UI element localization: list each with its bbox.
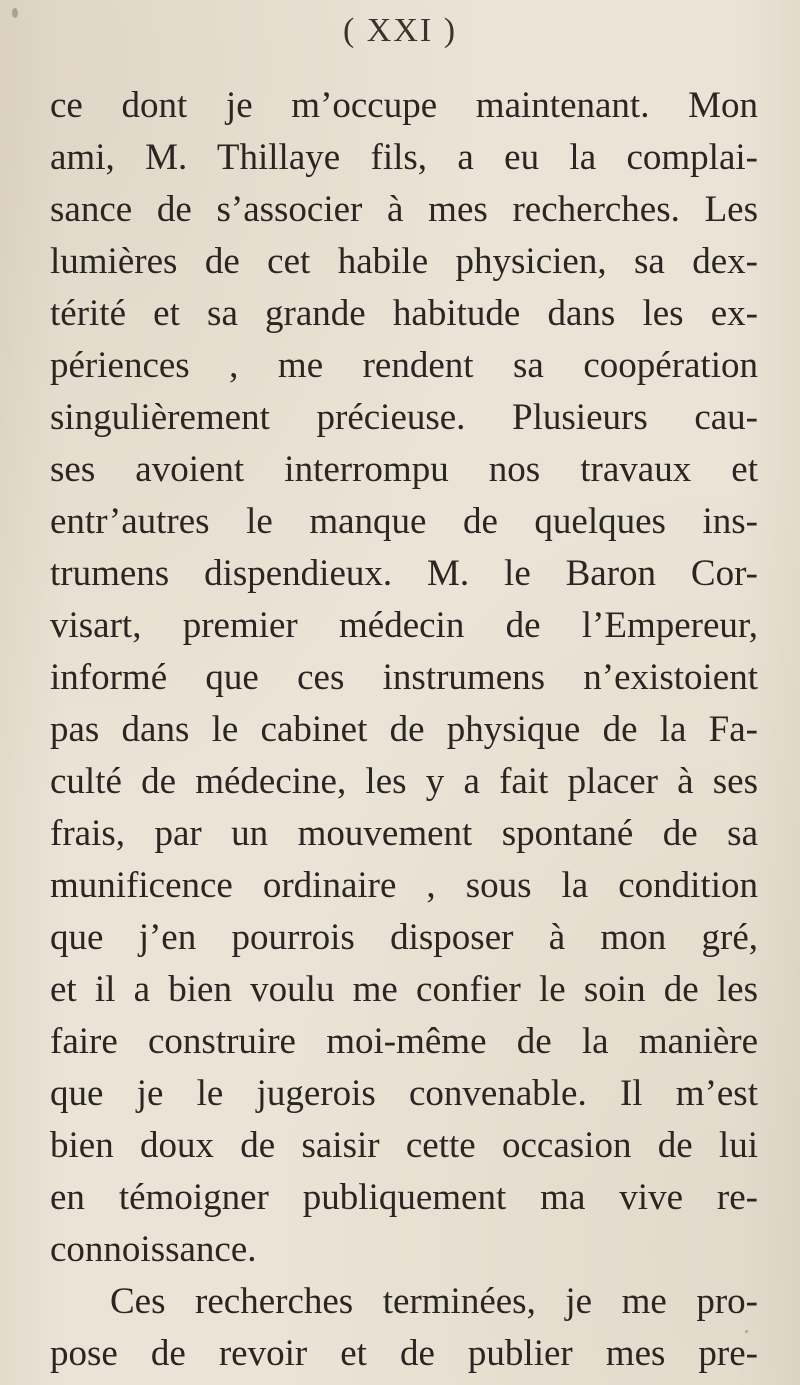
text-line: ce dont je m’occupe maintenant. Mon xyxy=(50,85,758,126)
text-line: frais, par un mouvement spontané de sa xyxy=(50,813,758,854)
text-line: ami, M. Thillaye fils, a eu la complai- xyxy=(50,137,758,178)
paper-speck xyxy=(610,1360,612,1362)
text-line: visart, premier médecin de l’Empereur, xyxy=(50,605,758,646)
text-line: Ces recherches terminées, je me pro- xyxy=(110,1281,758,1322)
text-line: trumens dispendieux. M. le Baron Cor- xyxy=(50,553,758,594)
text-line: en témoigner publiquement ma vive re- xyxy=(50,1177,758,1218)
text-line: et il a bien voulu me confier le soin de les xyxy=(50,969,758,1010)
text-line: munificence ordinaire , sous la condition xyxy=(50,865,758,906)
text-line: pose de revoir et de publier mes pre- xyxy=(50,1333,758,1374)
text-line: bien doux de saisir cette occasion de lui xyxy=(50,1125,758,1166)
text-line: que j’en pourrois disposer à mon gré, xyxy=(50,917,758,958)
text-line: sance de s’associer à mes recherches. Les xyxy=(50,189,758,230)
paper-speck xyxy=(745,1330,748,1333)
paper-speck xyxy=(12,8,18,18)
text-line: ses avoient interrompu nos travaux et xyxy=(50,449,758,490)
text-line: singulièrement précieuse. Plusieurs cau- xyxy=(50,397,758,438)
text-line: périences , me rendent sa coopération xyxy=(50,345,758,386)
text-line: térité et sa grande habitude dans les ex- xyxy=(50,293,758,334)
text-line: faire construire moi-même de la manière xyxy=(50,1021,758,1062)
text-line: informé que ces instrumens n’existoient xyxy=(50,657,758,698)
text-line: lumières de cet habile physicien, sa dex- xyxy=(50,241,758,282)
text-line: pas dans le cabinet de physique de la Fa- xyxy=(50,709,758,750)
page-number: ( XXI ) xyxy=(342,12,458,49)
text-line: culté de médecine, les y a fait placer à ses xyxy=(50,761,758,802)
text-line: connoissance. xyxy=(50,1229,257,1270)
text-line: que je le jugerois convenable. Il m’est xyxy=(50,1073,758,1114)
text-line: entr’autres le manque de quelques ins- xyxy=(50,501,758,542)
